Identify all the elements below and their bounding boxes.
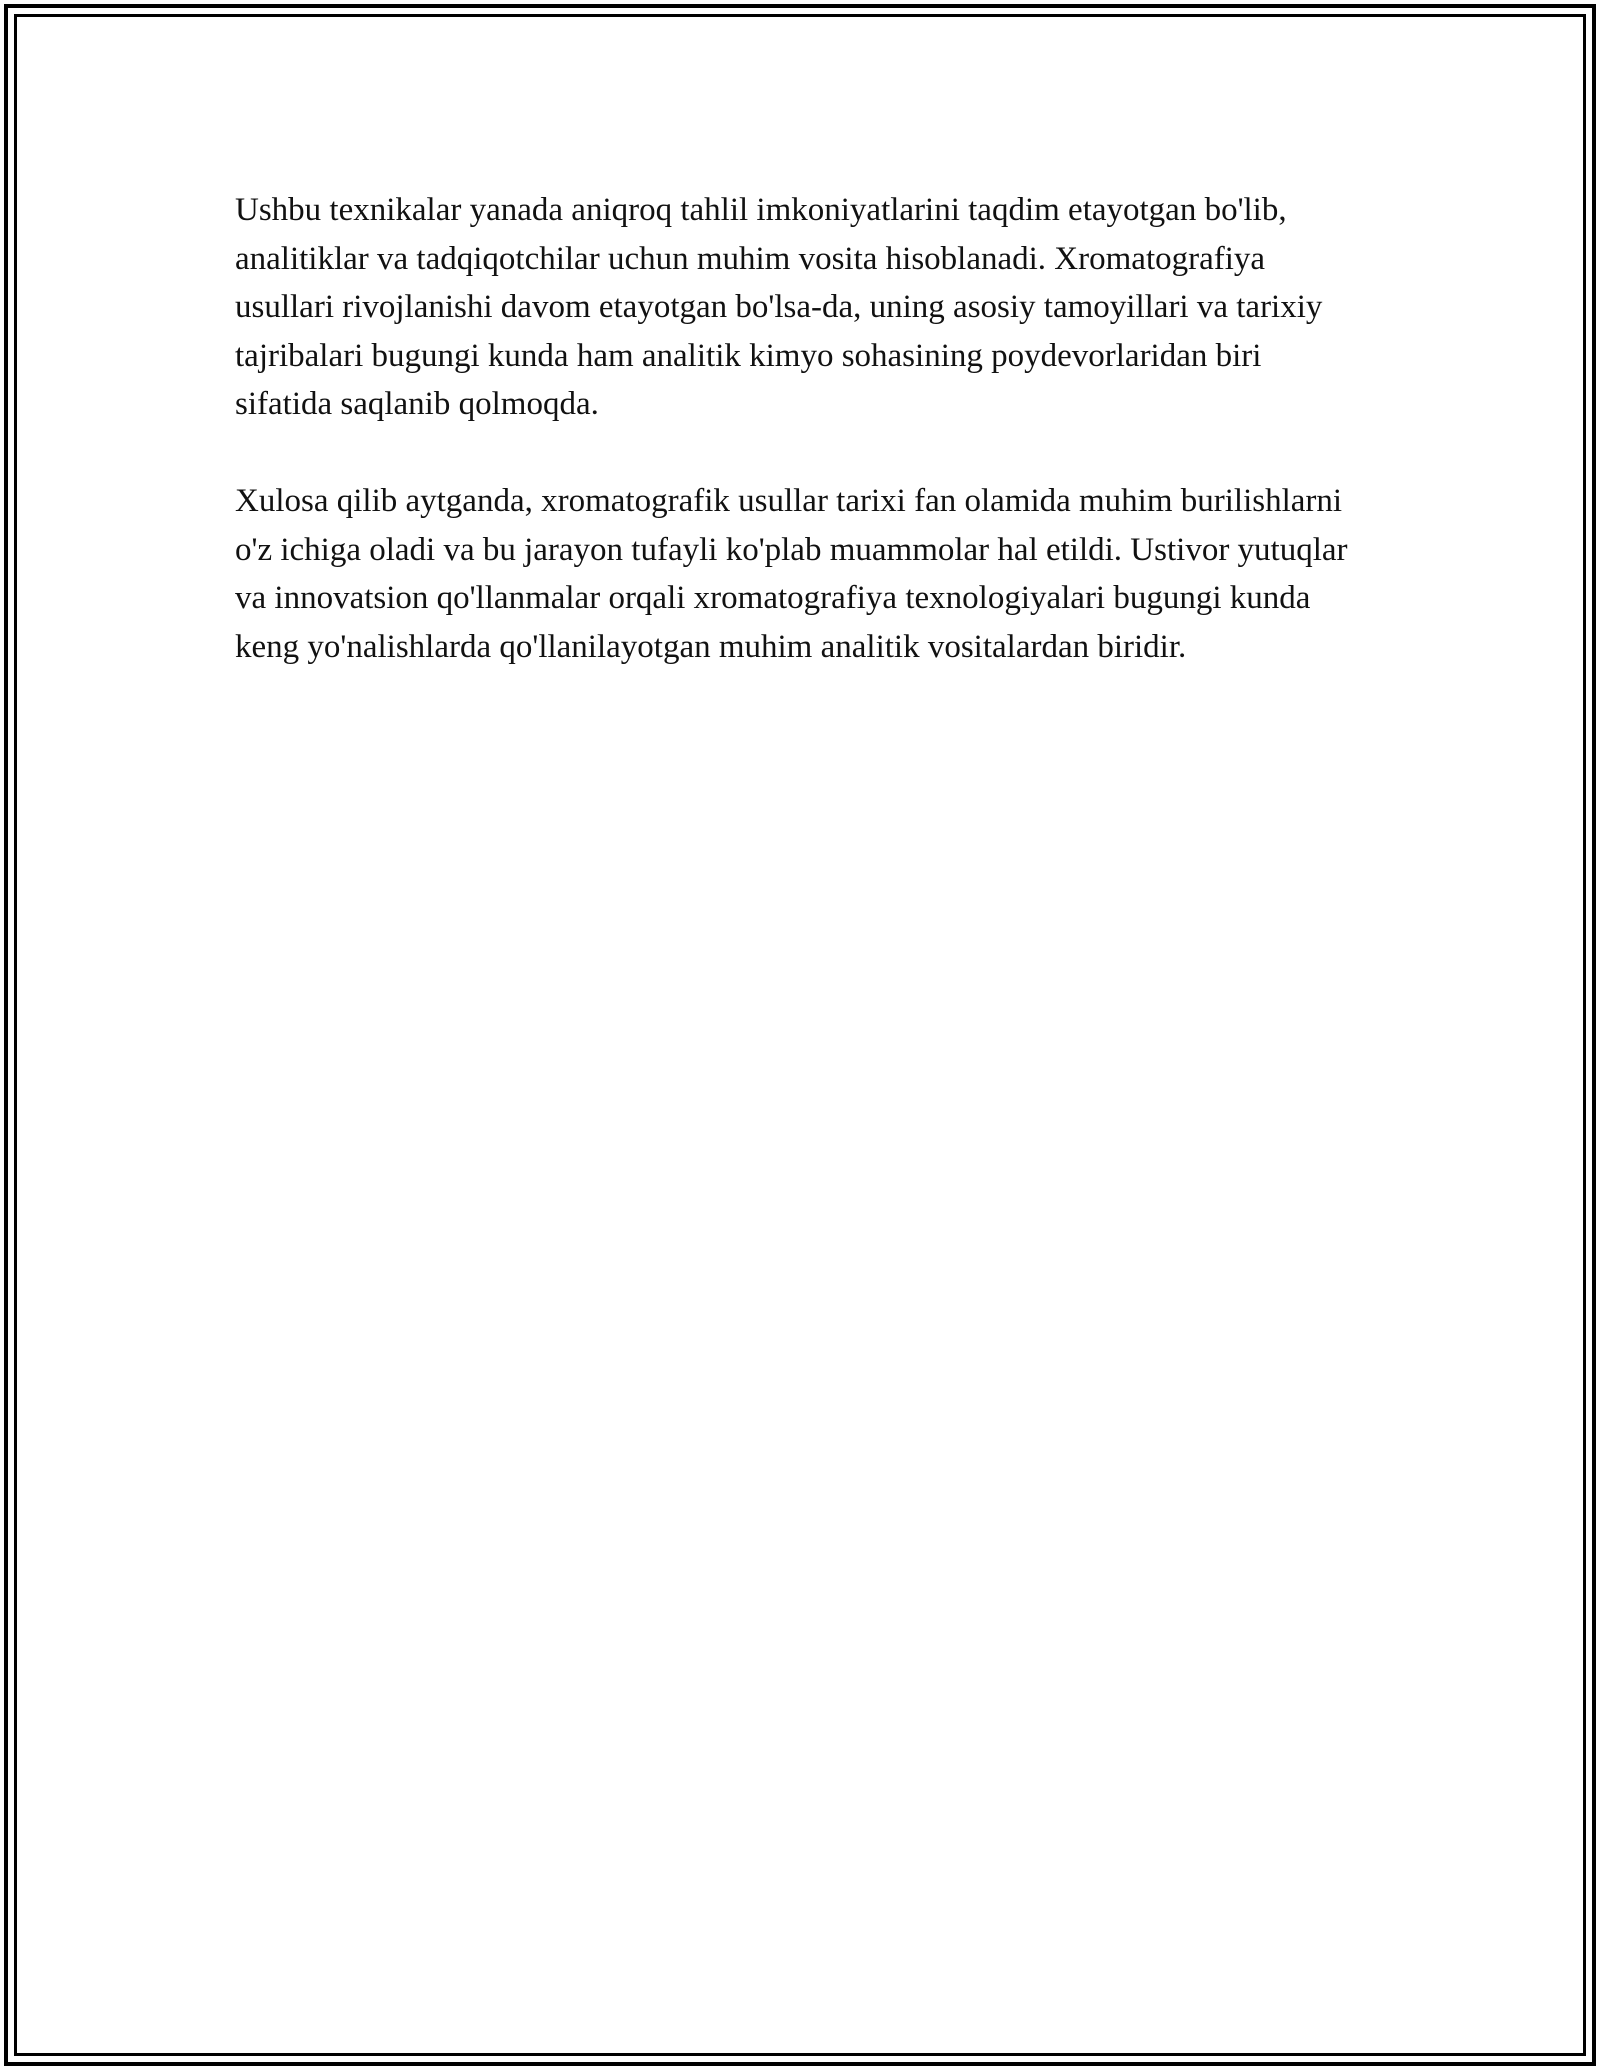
document-body: [235, 186, 1365, 720]
paragraph-conclusion-techniques: Ushbu texnikalar yanada aniqroq tahlil imkoniyatlarini taqdim etayotgan bo'lib, analitiklar va tadqiqotchilar uchun muhim vosita hisoblanadi. Xromatografiya usullari rivojlanishi davom etayotgan bo'lsa-da, uning asosiy tamoyillari va tarixiy tajribalari bugungi kunda ham analitik kimyo sohasining poydevorlaridan biri sifatida saqlanib qolmoqda.: [235, 192, 1323, 422]
paragraph-summary: Xulosa qilib aytganda, xromatografik usullar tarixi fan olamida muhim burilishlarni o'z ichiga oladi va bu jarayon tufayli ko'plab muammolar hal etildi. Ustivor yutuqlar va innovatsion qo'llanmalar orqali xromatografiya texnologiyalari bugungi kunda keng yo'nalishlarda qo'llanilayotgan muhim analitik vositalardan biridir.: [235, 483, 1348, 665]
